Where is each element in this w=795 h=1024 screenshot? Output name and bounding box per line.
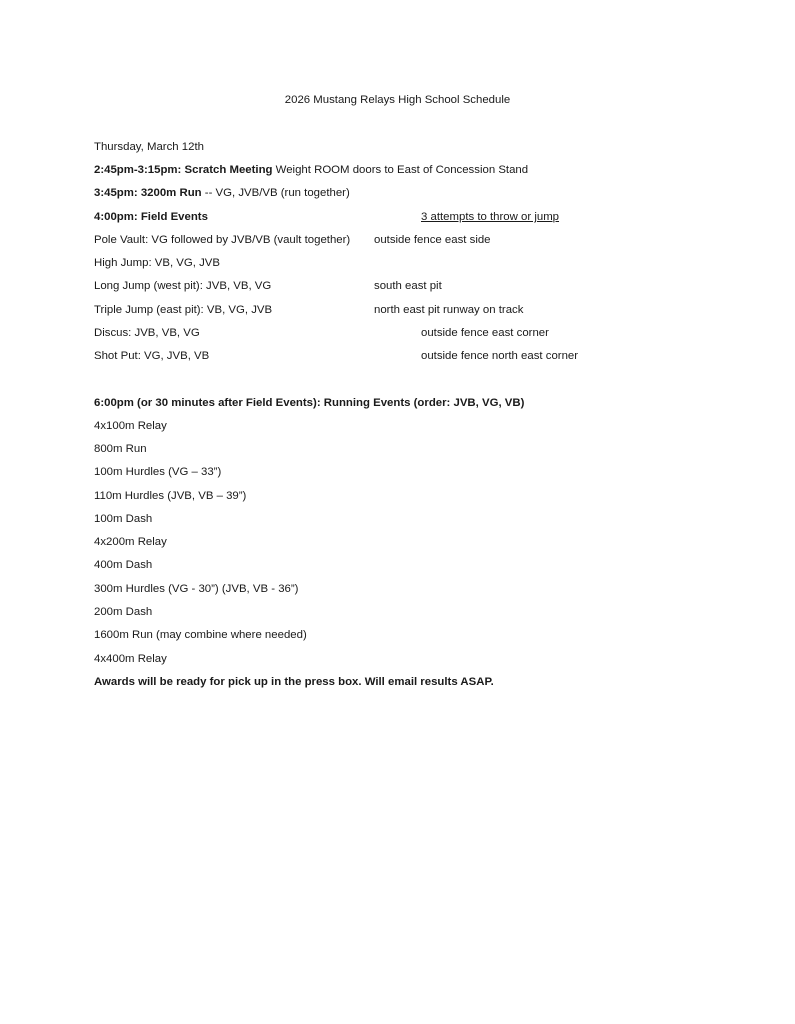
field-event-name: Shot Put: VG, JVB, VB bbox=[94, 350, 210, 362]
footer-note: Awards will be ready for pick up in the press box. Will email results ASAP. bbox=[94, 676, 494, 688]
running-event: 4x200m Relay bbox=[94, 536, 167, 548]
date-line: Thursday, March 12th bbox=[94, 141, 204, 153]
scratch-meeting-detail: Weight ROOM doors to East of Concession Stand bbox=[272, 164, 529, 176]
running-event: 800m Run bbox=[94, 443, 147, 455]
field-event-location: outside fence east side bbox=[374, 234, 491, 246]
running-event: 4x100m Relay bbox=[94, 420, 167, 432]
running-event: 100m Dash bbox=[94, 513, 153, 525]
field-event-location: outside fence north east corner bbox=[421, 350, 579, 362]
running-event: 100m Hurdles (VG – 33”) bbox=[94, 466, 222, 478]
scratch-meeting-line bbox=[94, 163, 528, 177]
field-event-name: Discus: JVB, VB, VG bbox=[94, 327, 200, 339]
running-event: 1600m Run (may combine where needed) bbox=[94, 629, 307, 641]
run-3200-time: 3:45pm: 3200m Run bbox=[94, 187, 202, 199]
field-event-location: outside fence east corner bbox=[421, 327, 549, 339]
field-events-heading: 4:00pm: Field Events bbox=[94, 211, 208, 223]
field-event-name: Triple Jump (east pit): VB, VG, JVB bbox=[94, 304, 273, 316]
running-event: 4x400m Relay bbox=[94, 653, 167, 665]
field-events-note: 3 attempts to throw or jump bbox=[421, 211, 560, 223]
scratch-meeting-time: 2:45pm-3:15pm: Scratch Meeting bbox=[94, 164, 273, 176]
running-event: 300m Hurdles (VG - 30”) (JVB, VB - 36”) bbox=[94, 583, 299, 595]
field-event-name: Long Jump (west pit): JVB, VB, VG bbox=[94, 280, 272, 292]
running-event: 400m Dash bbox=[94, 559, 153, 571]
field-event-name: Pole Vault: VG followed by JVB/VB (vault together) bbox=[94, 234, 351, 246]
field-event-name: High Jump: VB, VG, JVB bbox=[94, 257, 220, 269]
run-3200-detail: -- VG, JVB/VB (run together) bbox=[201, 187, 350, 199]
field-event-location: north east pit runway on track bbox=[374, 304, 524, 316]
document-title: 2026 Mustang Relays High School Schedule bbox=[284, 94, 511, 106]
running-events-heading: 6:00pm (or 30 minutes after Field Events): Running Events (order: JVB, VG, VB) bbox=[94, 397, 525, 409]
running-event: 110m Hurdles (JVB, VB – 39”) bbox=[94, 490, 247, 502]
field-event-location: south east pit bbox=[374, 280, 442, 292]
running-event: 200m Dash bbox=[94, 606, 153, 618]
run-3200-line bbox=[94, 186, 350, 200]
